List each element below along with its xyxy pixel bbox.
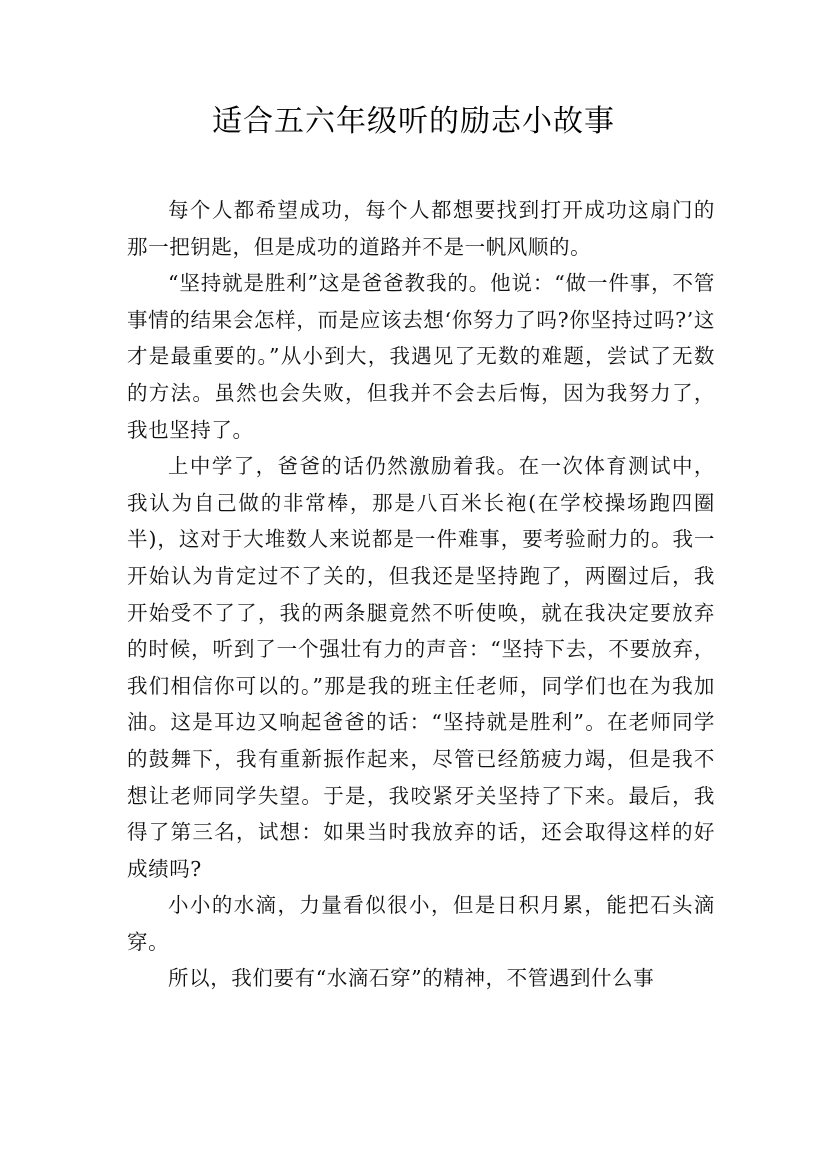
document-title: 适合五六年级听的励志小故事 (212, 104, 615, 139)
document-body (127, 192, 715, 997)
paragraph: 小小的水滴，力量看似很小，但是日积月累，能把石头滴穿。 (127, 893, 715, 954)
paragraph: 上中学了，爸爸的话仍然激励着我。在一次体育测试中，我认为自己做的非常棒，那是八百米长袍(在学校操场跑四圈半)，这对于大堆数人来说都是一件难事，要考验耐力的。我一开始认为肯定过不了关的，但我还是坚持跑了，两圈过后，我开始受不了了，我的两条腿竟然不听使唤，就在我决定要放弃的时候，听到了一个强壮有力的声音：“坚持下去，不要放弃，我们相信你可以的。”那是我的班主任老师，同学们也在为我加油。这是耳边又响起爸爸的话：“坚持就是胜利”。在老师同学的鼓舞下，我有重新振作起来，尽管已经筋疲力竭，但是我不想让老师同学失望。于是，我咬紧牙关坚持了下来。最后，我得了第三名，试想：如果当时我放弃的话，还会取得这样的好成绩吗? (127, 454, 715, 881)
paragraph: 每个人都希望成功，每个人都想要找到打开成功这扇门的那一把钥匙，但是成功的道路并不是一帆风顺的。 (127, 198, 715, 259)
paragraph: “坚持就是胜利”这是爸爸教我的。他说：“做一件事，不管事情的结果会怎样，而是应该去想‘你努力了吗?你坚持过吗?’这才是最重要的。”从小到大，我遇见了无数的难题，尝试了无数的方法。虽然也会失败，但我并不会去后悔，因为我努力了，我也坚持了。 (127, 271, 715, 442)
paragraph: 所以，我们要有“水滴石穿”的精神，不管遇到什么事 (168, 966, 655, 991)
